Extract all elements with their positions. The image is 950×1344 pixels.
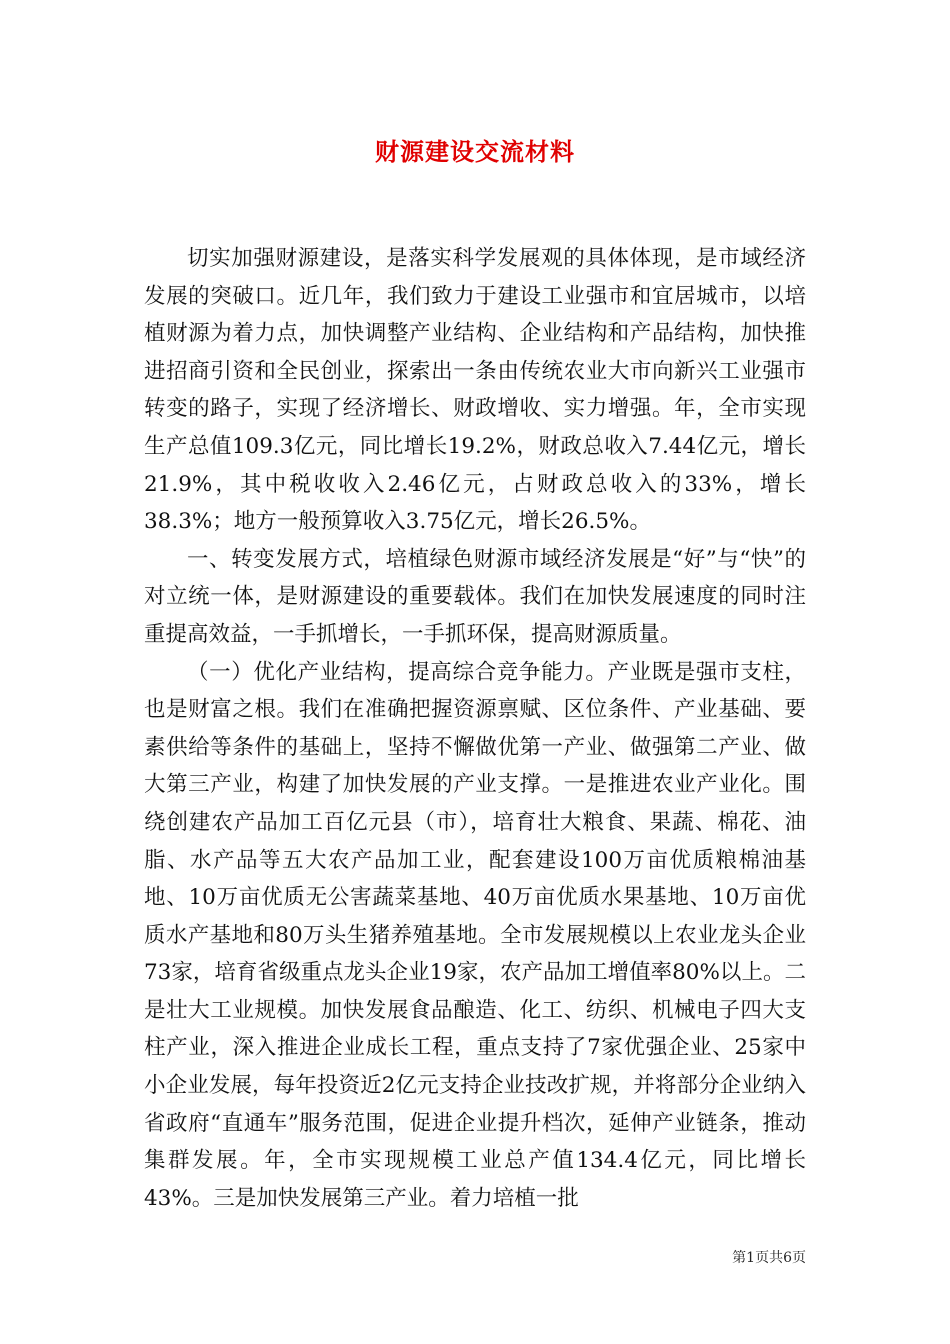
paragraph-section-one: 一、转变发展方式，培植绿色财源市域经济发展是“好”与“快”的对立统一体，是财源建设的重要载体。我们在加快发展速度的同时注重提高效益，一手抓增长，一手抓环保，提高财源质量。 — [144, 546, 806, 647]
paragraph-subsection-one: （一）优化产业结构，提高综合竞争能力。产业既是强市支柱，也是财富之根。我们在准确把握资源禀赋、区位条件、产业基础、要素供给等条件的基础上，坚持不懈做优第一产业、做强第二产业、做大第三产业，构建了加快发展的产业支撑。一是推进农业产业化。围绕创建农产品加工百亿元县（市），培育壮大粮食、果蔬、棉花、油脂、水产品等五大农产品加工业，配套建设100万亩优质粮棉油基地、10万亩优质无公害蔬菜基地、40万亩优质水果基地、10万亩优质水产基地和80万头生猪养殖基地。全市发展规模以上农业龙头企业73家，培育省级重点龙头企业19家，农产品加工增值率80%以上。二是壮大工业规模。加快发展食品酿造、化工、纺织、机械电子四大支柱产业，深入推进企业成长工程，重点支持了7家优强企业、25家中小企业发展，每年投资近2亿元支持企业技改扩规，并将部分企业纳入省政府“直通车”服务范围，促进企业提升档次，延伸产业链条，推动集群发展。年，全市实现规模工业总产值134.4亿元，同比增长43%。三是加快发展第三产业。着力培植一批 — [144, 659, 806, 1211]
document-title: 财源建设交流材料 — [375, 138, 575, 166]
page-number: 第1页共6页 — [732, 1250, 806, 1266]
document-body — [144, 240, 806, 1217]
paragraph-intro: 切实加强财源建设，是落实科学发展观的具体体现，是市域经济发展的突破口。近几年，我们致力于建设工业强市和宜居城市，以培植财源为着力点，加快调整产业结构、企业结构和产品结构，加快推进招商引资和全民创业，探索出一条由传统农业大市向新兴工业强市转变的路子，实现了经济增长、财政增收、实力增强。年，全市实现生产总值109.3亿元，同比增长19.2%，财政总收入7.44亿元，增长21.9%，其中税收收入2.46亿元，占财政总收入的33%，增长38.3%；地方一般预算收入3.75亿元，增长26.5%。 — [144, 246, 806, 535]
